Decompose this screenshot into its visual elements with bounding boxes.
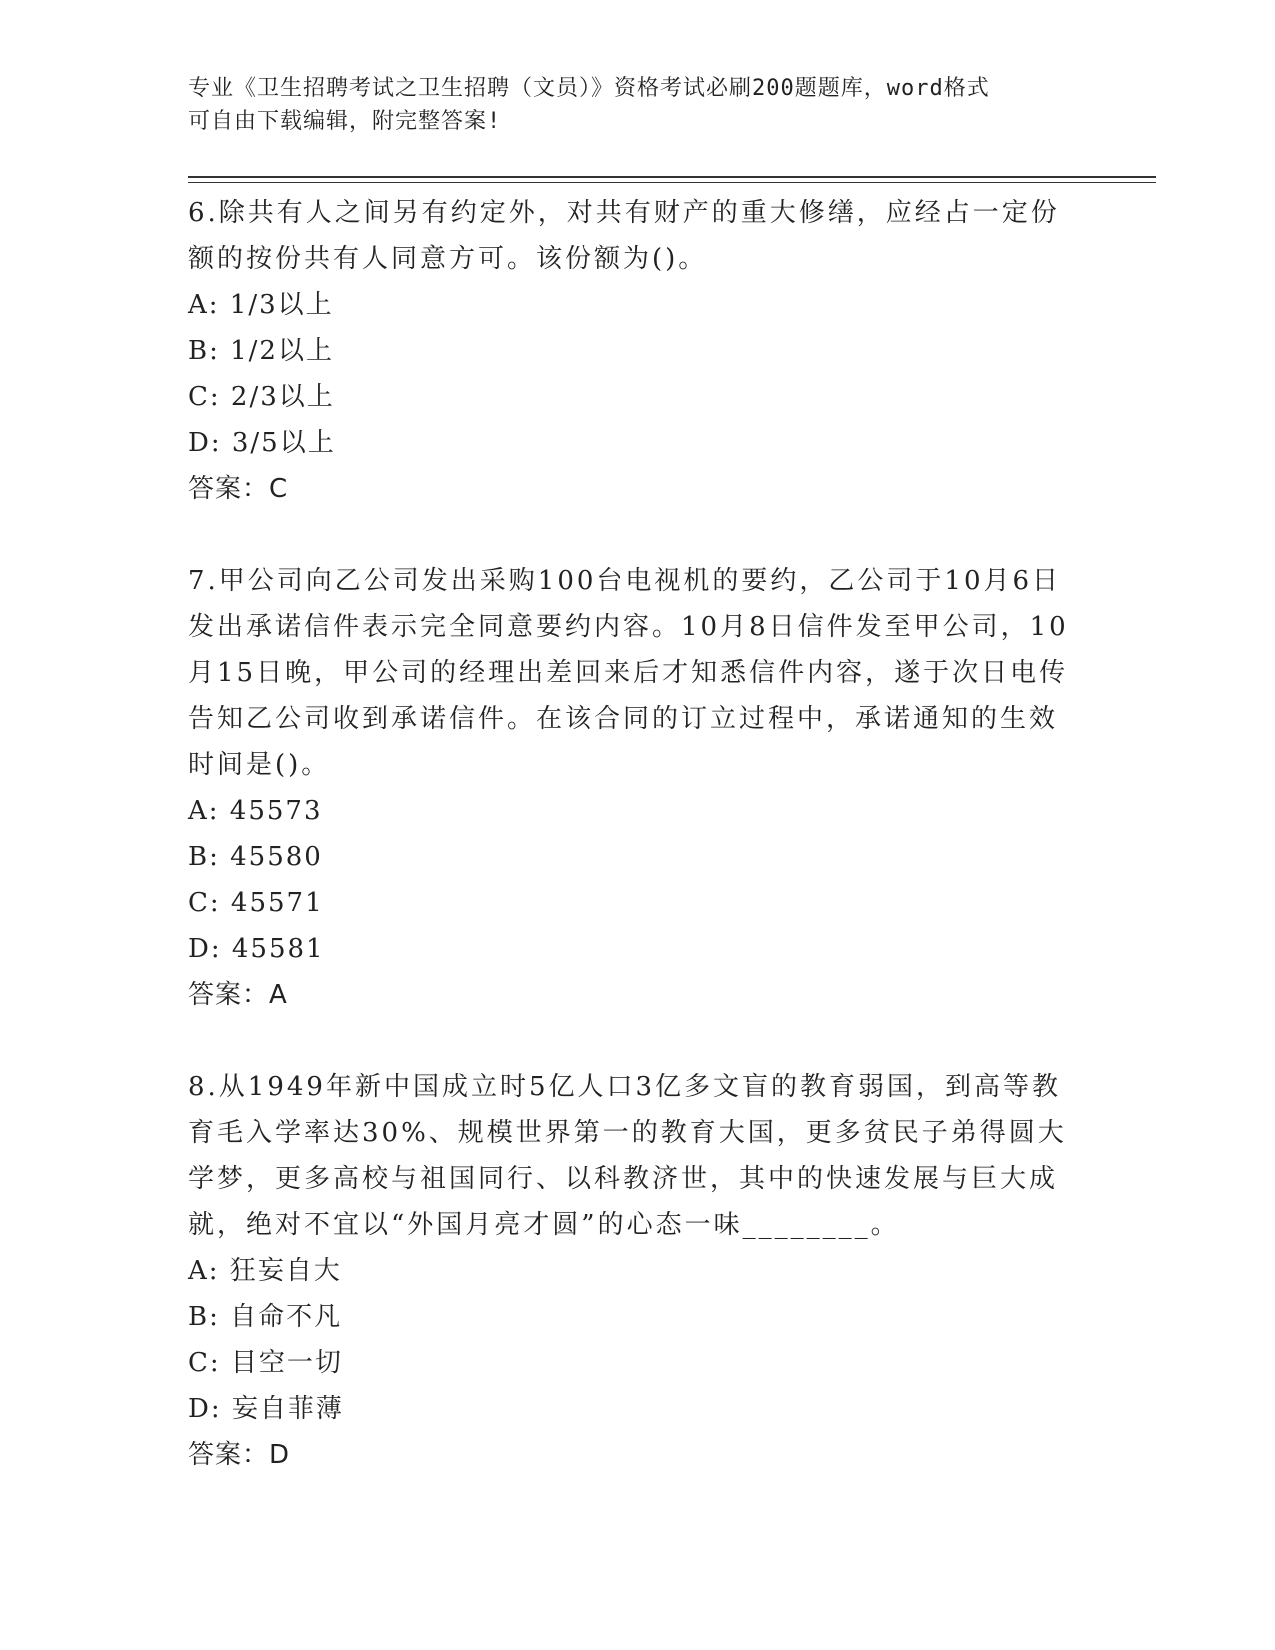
header-line-2: 可自由下载编辑，附完整答案! xyxy=(188,109,502,134)
option-d: D: 妄自菲薄 xyxy=(188,1394,344,1424)
option-b: B: 自命不凡 xyxy=(188,1302,343,1332)
question-6 xyxy=(188,190,1078,512)
option-a: A: 1/3以上 xyxy=(188,290,334,320)
header-rule xyxy=(188,176,1156,178)
question-text: 8.从1949年新中国成立时5亿人口3亿多文盲的教育弱国，到高等教育毛入学率达30%、规模世界第一的教育大国，更多贫民子弟得圆大学梦，更多高校与祖国同行、以科教济世，其中的快速发展与巨大成就，绝对不宜以“外国月亮才圆”的心态一味________。 xyxy=(188,1072,1067,1240)
option-c: C: 45571 xyxy=(188,888,324,918)
answer-line: 答案：C xyxy=(188,474,289,504)
option-c: C: 目空一切 xyxy=(188,1348,343,1378)
question-text: 7.甲公司向乙公司发出采购100台电视机的要约，乙公司于10月6日发出承诺信件表示完全同意要约内容。10月8日信件发至甲公司，10月15日晚，甲公司的经理出差回来后才知悉信件内容，遂于次日电传告知乙公司收到承诺信件。在该合同的订立过程中，承诺通知的生效时间是()。 xyxy=(188,566,1069,780)
option-d: D: 45581 xyxy=(188,934,325,964)
option-a: A: 狂妄自大 xyxy=(188,1256,342,1286)
document-header xyxy=(188,72,1088,138)
question-spacer xyxy=(188,512,1078,558)
header-line-1: 专业《卫生招聘考试之卫生招聘（文员）》资格考试必刷200题题库，word格式 xyxy=(188,76,990,101)
question-7 xyxy=(188,558,1078,1018)
option-b: B: 45580 xyxy=(188,842,323,872)
question-spacer xyxy=(188,1018,1078,1064)
option-b: B: 1/2以上 xyxy=(188,336,334,366)
answer-line: 答案：A xyxy=(188,980,288,1010)
question-text: 6.除共有人之间另有约定外，对共有财产的重大修缮，应经占一定份额的按份共有人同意方可。该份额为()。 xyxy=(188,198,1060,274)
header-rule-thin xyxy=(188,182,1156,183)
option-c: C: 2/3以上 xyxy=(188,382,335,412)
question-list xyxy=(188,190,1078,1478)
answer-line: 答案：D xyxy=(188,1440,291,1470)
question-8 xyxy=(188,1064,1078,1478)
option-a: A: 45573 xyxy=(188,796,323,826)
option-d: D: 3/5以上 xyxy=(188,428,336,458)
